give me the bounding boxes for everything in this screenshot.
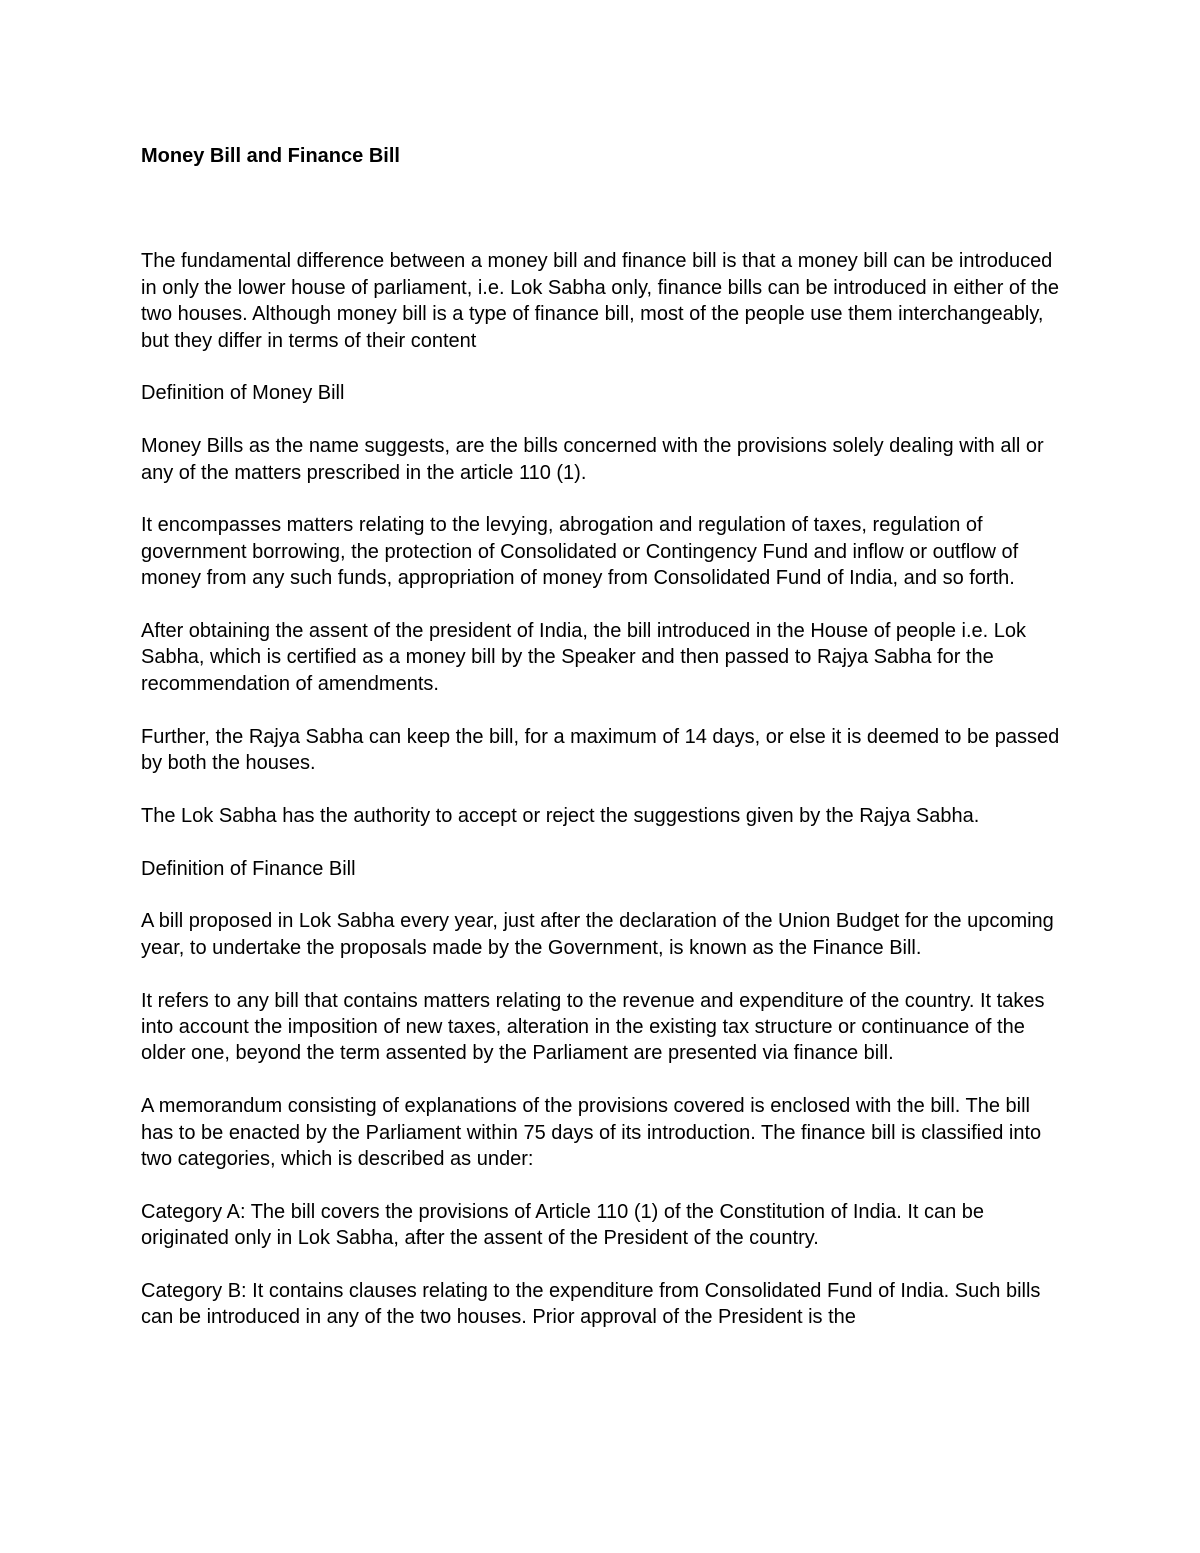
heading-definition-money-bill: Definition of Money Bill (141, 382, 345, 405)
paragraph-memorandum: A memorandum consisting of explanations of the provisions covered is enclosed with the bill. The bill has to be enacted by the Parliament within 75 days of its introduction. The finance bill is classified into two categories, which is described as under: (141, 1095, 1042, 1171)
paragraph-category-b: Category B: It contains clauses relating to the expenditure from Consolidated Fund of India. Such bills can be introduced in any of the two houses. Prior approval of the President is the (141, 1280, 1041, 1329)
paragraph-money-bill-assent: After obtaining the assent of the president of India, the bill introduced in the House of people i.e. Lok Sabha, which is certified as a money bill by the Speaker and then passed to Rajya Sabha for the recommendation of amendments. (141, 620, 1027, 695)
paragraph-rajya-sabha-14-days: Further, the Rajya Sabha can keep the bill, for a maximum of 14 days, or else it is deemed to be passed by both the houses. (141, 725, 1060, 775)
paragraph-finance-bill-meaning: A bill proposed in Lok Sabha every year, just after the declaration of the Union Budget for the upcoming year, to undertake the proposals made by the Government, is known as the Finance Bill. (141, 910, 1054, 959)
paragraph-money-bill-matters: It encompasses matters relating to the levying, abrogation and regulation of taxes, regulation of government borrowing, the protection of Consolidated or Contingency Fund and inflow or outflow of money from any such funds, appropriation of money from Consolidated Fund of India, and so forth. (141, 514, 1019, 590)
paragraph-finance-bill-matters: It refers to any bill that contains matters relating to the revenue and expenditure of the country. It takes into account the imposition of new taxes, alteration in the existing tax structure or continuance of the older one, beyond the term assented by the Parliament are presented via finance bill. (141, 989, 1045, 1065)
paragraph-lok-sabha-authority: The Lok Sabha has the authority to accept or reject the suggestions given by the Rajya Sabha. (141, 804, 980, 827)
document-body (141, 143, 1066, 1331)
heading-definition-finance-bill: Definition of Finance Bill (141, 857, 356, 880)
document-title: Money Bill and Finance Bill (141, 145, 400, 167)
paragraph-intro: The fundamental difference between a money bill and finance bill is that a money bill can be introduced in only the lower house of parliament, i.e. Lok Sabha only, finance bills can be introduced in either of the two houses. Although money bill is a type of finance bill, most of the people use them interchangeably, but they differ in terms of their content (141, 250, 1059, 352)
paragraph-money-bill-meaning: Money Bills as the name suggests, are the bills concerned with the provisions solely dealing with all or any of the matters prescribed in the article 110 (1). (141, 435, 1044, 484)
paragraph-category-a: Category A: The bill covers the provisions of Article 110 (1) of the Constitution of India. It can be originated only in Lok Sabha, after the assent of the President of the country. (141, 1200, 985, 1250)
